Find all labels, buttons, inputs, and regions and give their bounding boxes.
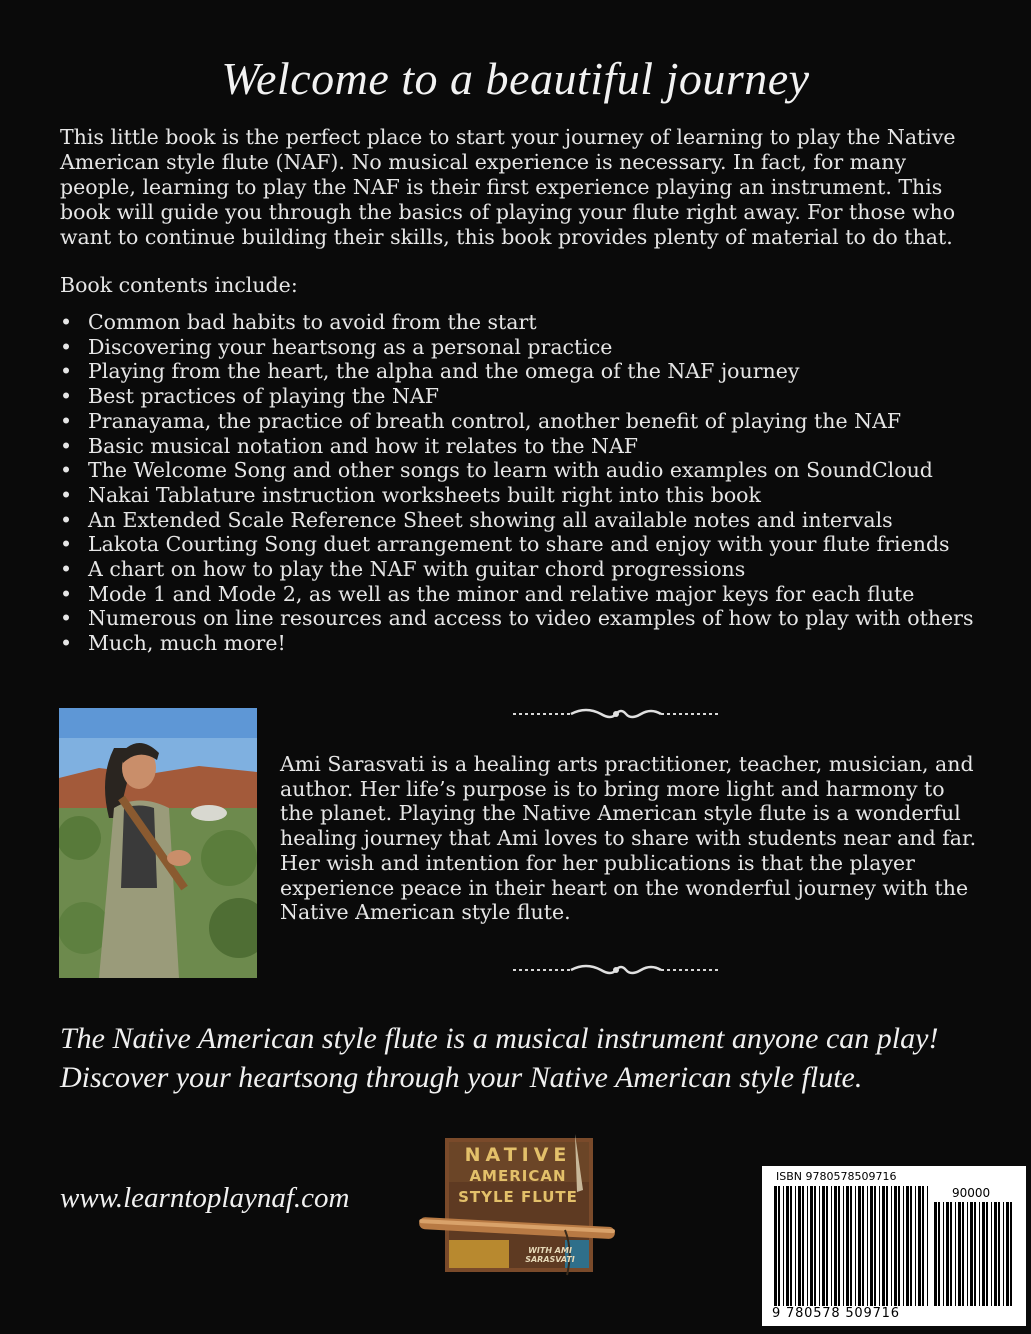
intro-paragraph: This little book is the perfect place to start your journey of learning to play the Native American style flute (NAF). No musical experience is necessary. In fact, for many people, learning to play the NAF is their first experience playing an instrument. This book will guide you through the basics of playing your flute right away. For those who want to continue building their skills, this book provides plenty of material to do that.: [60, 125, 956, 249]
list-item-text: Nakai Tablature instruction worksheets built right into this book: [88, 482, 761, 507]
list-item-text: Lakota Courting Song duet arrangement to share and enjoy with your flute friends: [88, 532, 950, 557]
book-logo: [415, 1130, 615, 1280]
tagline: The Native American style flute is a musical instrument anyone can play! Discover your heartsong through your Native American style flute.: [60, 1022, 939, 1094]
page-title: Welcome to a beautiful journey: [221, 53, 810, 104]
isbn-barcode: [762, 1166, 1026, 1326]
list-item-text: Pranayama, the practice of breath control, another benefit of playing the NAF: [88, 408, 902, 433]
list-item-text: Discovering your heartsong as a personal practice: [88, 334, 613, 359]
logo-sub-line-2: SARASVATI: [525, 1255, 575, 1264]
list-item: [60, 557, 1000, 582]
bullet: •: [60, 458, 73, 483]
list-item: [60, 359, 1000, 384]
list-item: [60, 409, 1000, 434]
list-item: [60, 582, 1000, 607]
list-item-text: Numerous on line resources and access to video examples of how to play with others: [88, 606, 974, 631]
divider-ornament-top: [511, 706, 721, 722]
bullet: •: [60, 408, 73, 433]
list-item-text: Common bad habits to avoid from the start: [88, 310, 537, 334]
list-item-text: Basic musical notation and how it relates to the NAF: [88, 433, 638, 458]
bullet: •: [60, 433, 73, 458]
list-item-text: Much, much more!: [88, 631, 286, 656]
divider-ornament-bottom: [511, 962, 721, 978]
list-item-text: The Welcome Song and other songs to learn with audio examples on SoundCloud: [88, 458, 933, 483]
barcode-bars-addon: [934, 1202, 1014, 1306]
isbn-label: ISBN 9780578509716: [776, 1170, 897, 1183]
logo-subtitle: [510, 1246, 590, 1264]
bullet: •: [60, 482, 73, 507]
isbn-digits: 9 780578 509716: [772, 1306, 900, 1321]
author-photo-illustration: [59, 708, 257, 978]
bullet: •: [60, 384, 73, 409]
bullet: •: [60, 310, 73, 334]
bullet: •: [60, 359, 73, 384]
list-item: [60, 458, 1000, 483]
logo-title: [453, 1144, 583, 1208]
price-code: 90000: [952, 1186, 991, 1200]
list-item: [60, 310, 1000, 335]
contents-heading: Book contents include:: [60, 273, 298, 297]
list-item: [60, 434, 1000, 459]
list-item: [60, 384, 1000, 409]
list-item-text: A chart on how to play the NAF with guitar chord progressions: [88, 557, 746, 582]
list-item: [60, 532, 1000, 557]
logo-line-1: NATIVE: [464, 1144, 572, 1166]
list-item: [60, 335, 1000, 360]
logo-sub-line-1: WITH AMI: [528, 1246, 572, 1255]
list-item: [60, 508, 1000, 533]
website-url: www.learntoplaynaf.com: [60, 1182, 350, 1214]
author-photo: [59, 708, 257, 978]
bullet: •: [60, 532, 73, 557]
list-item: [60, 631, 1000, 656]
contents-list: [60, 310, 1000, 656]
list-item-text: An Extended Scale Reference Sheet showing all available notes and intervals: [88, 507, 893, 532]
bullet: •: [60, 581, 73, 606]
logo-line-2: AMERICAN: [469, 1167, 567, 1185]
barcode-bars: [774, 1186, 932, 1306]
bullet: •: [60, 334, 73, 359]
bullet: •: [60, 631, 73, 656]
author-bio: Ami Sarasvati is a healing arts practitioner, teacher, musician, and author. Her life’s purpose is to bring more light and harmony to the planet. Playing the Native American style flute is a wonderful healing journey that Ami loves to share with students near and far. Her wish and intention for her publications is that the player experience peace in their heart on the wonderful journey with the Native American style flute.: [280, 752, 977, 925]
logo-line-3: STYLE FLUTE: [458, 1188, 578, 1206]
bullet: •: [60, 557, 73, 582]
list-item-text: Mode 1 and Mode 2, as well as the minor and relative major keys for each flute: [88, 581, 915, 606]
list-item-text: Playing from the heart, the alpha and the omega of the NAF journey: [88, 359, 800, 384]
list-item: [60, 606, 1000, 631]
list-item-text: Best practices of playing the NAF: [88, 384, 439, 409]
bullet: •: [60, 507, 73, 532]
bullet: •: [60, 606, 73, 631]
list-item: [60, 483, 1000, 508]
